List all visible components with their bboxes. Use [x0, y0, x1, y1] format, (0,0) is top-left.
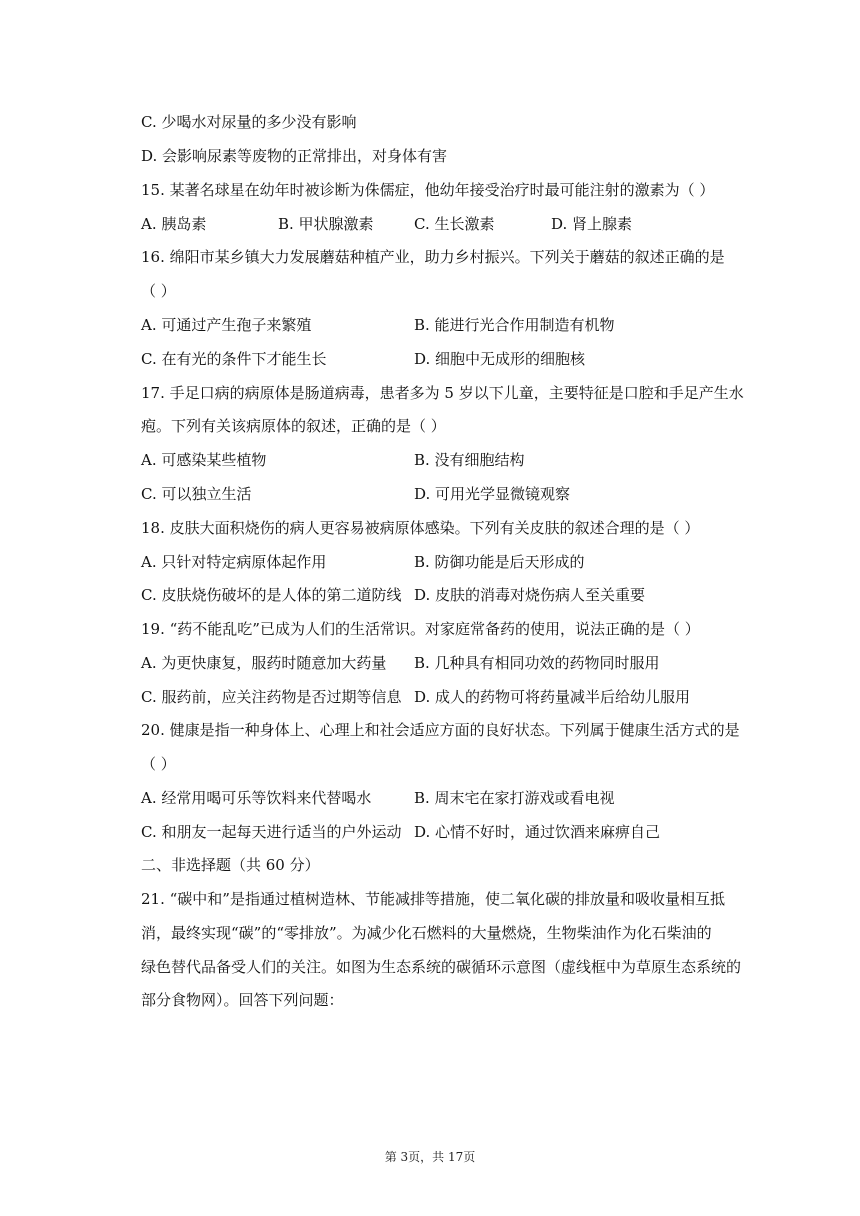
question-20-stem-cont: （ ） [141, 755, 176, 773]
question-18-option-a: A. 只针对特定病原体起作用 [141, 553, 327, 571]
question-16-option-a: A. 可通过产生孢子来繁殖 [141, 316, 312, 334]
question-19-option-b: B. 几种具有相同功效的药物同时服用 [414, 654, 660, 672]
question-19-stem: 19. “药不能乱吃”已成为人们的生活常识。对家庭常备药的使用，说法正确的是（ ） [141, 620, 700, 638]
question-18-stem: 18. 皮肤大面积烧伤的病人更容易被病原体感染。下列有关皮肤的叙述合理的是（ ） [141, 519, 700, 537]
question-15-option-d: D. 肾上腺素 [551, 215, 633, 233]
question-19-option-a: A. 为更快康复，服药时随意加大药量 [141, 654, 387, 672]
question-17-stem: 17. 手足口病的病原体是肠道病毒，患者多为 5 岁以下儿童，主要特征是口腔和手足产生水 [141, 384, 744, 402]
question-17-option-c: C. 可以独立生活 [141, 485, 252, 503]
question-20-stem: 20. 健康是指一种身体上、心理上和社会适应方面的良好状态。下列属于健康生活方式的是 [141, 721, 740, 739]
question-20-option-a: A. 经常用喝可乐等饮料来代替喝水 [141, 789, 372, 807]
question-17-stem-cont: 疱。下列有关该病原体的叙述，正确的是（ ） [141, 417, 446, 435]
question-16-stem-cont: （ ） [141, 282, 176, 300]
question-14-option-d: D. 会影响尿素等废物的正常排出，对身体有害 [141, 147, 448, 165]
question-21-stem-cont-1: 消，最终实现“碳”的“零排放”。为减少化石燃料的大量燃烧，生物柴油作为化石柴油的 [141, 924, 712, 942]
question-14-option-c: C. 少喝水对尿量的多少没有影响 [141, 113, 357, 131]
question-20-option-d: D. 心情不好时，通过饮酒来麻痹自己 [414, 823, 661, 841]
question-16-option-b: B. 能进行光合作用制造有机物 [414, 316, 615, 334]
question-18-option-b: B. 防御功能是后天形成的 [414, 553, 585, 571]
question-19-option-c: C. 服药前，应关注药物是否过期等信息 [141, 688, 402, 706]
question-17-option-a: A. 可感染某些植物 [141, 451, 267, 469]
question-17-option-d: D. 可用光学显微镜观察 [414, 485, 571, 503]
question-19-option-d: D. 成人的药物可将药量减半后给幼儿服用 [414, 688, 691, 706]
question-15-option-b: B. 甲状腺激素 [278, 215, 374, 233]
question-16-option-d: D. 细胞中无成形的细胞核 [414, 350, 586, 368]
question-16-stem: 16. 绵阳市某乡镇大力发展蘑菇种植产业，助力乡村振兴。下列关于蘑菇的叙述正确的是 [141, 248, 725, 266]
question-20-option-b: B. 周末宅在家打游戏或看电视 [414, 789, 615, 807]
question-16-option-c: C. 在有光的条件下才能生长 [141, 350, 327, 368]
question-18-option-c: C. 皮肤烧伤破坏的是人体的第二道防线 [141, 586, 402, 604]
question-20-option-c: C. 和朋友一起每天进行适当的户外运动 [141, 823, 402, 841]
question-15-option-a: A. 胰岛素 [141, 215, 207, 233]
question-15-option-c: C. 生长激素 [414, 215, 495, 233]
page-footer: 第 3页，共 17页 [384, 1150, 476, 1164]
question-21-stem-cont-2: 绿色替代品备受人们的关注。如图为生态系统的碳循环示意图（虚线框中为草原生态系统的 [141, 958, 742, 976]
question-21-stem: 21. “碳中和”是指通过植树造林、节能减排等措施，使二氧化碳的排放量和吸收量相互抵 [141, 890, 725, 908]
question-21-stem-cont-3: 部分食物网）。回答下列问题： [141, 991, 344, 1009]
question-17-option-b: B. 没有细胞结构 [414, 451, 525, 469]
question-18-option-d: D. 皮肤的消毒对烧伤病人至关重要 [414, 586, 646, 604]
question-15-stem: 15. 某著名球星在幼年时被诊断为侏儒症，他幼年接受治疗时最可能注射的激素为（ ） [141, 181, 715, 199]
section-heading: 二、非选择题（共 60 分） [141, 856, 320, 874]
